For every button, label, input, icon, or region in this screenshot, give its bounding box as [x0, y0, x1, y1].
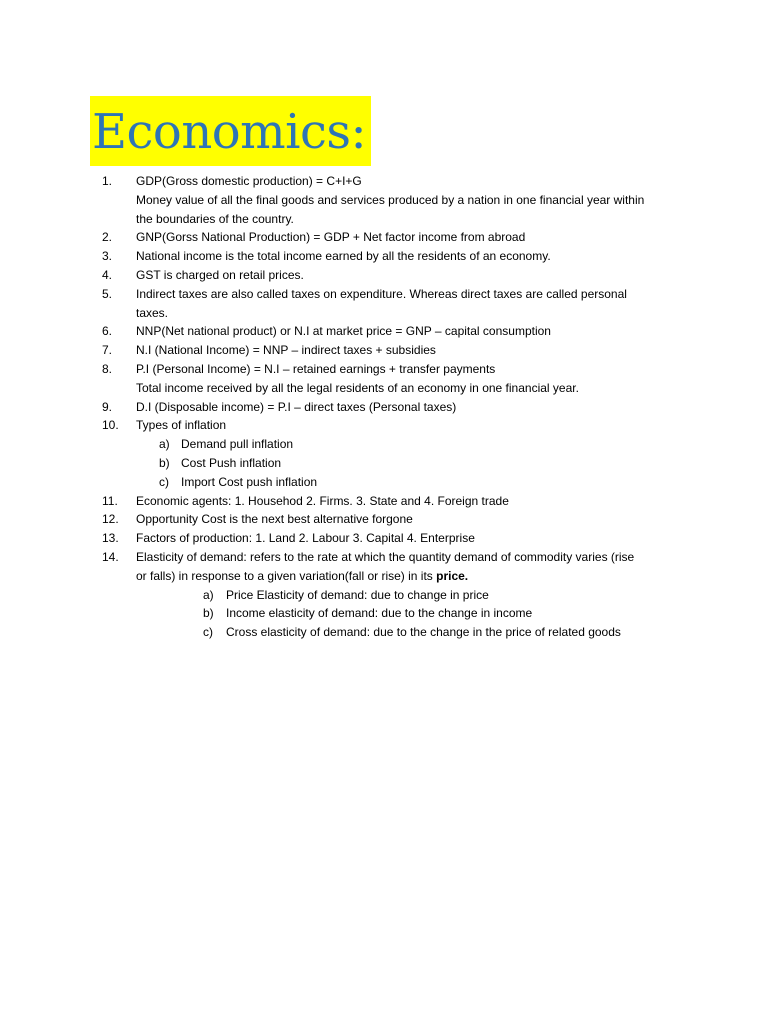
list-text: Money value of all the final goods and services produced by a nation in one financial year within: [136, 192, 645, 207]
list-text: N.I (National Income) = NNP – indirect taxes + subsidies: [136, 343, 436, 358]
list-text: Factors of production: 1. Land 2. Labour 3. Capital 4. Enterprise: [136, 531, 475, 546]
list-item-8: [0, 360, 768, 379]
list-text: Economic agents: 1. Househod 2. Firms. 3. State and 4. Foreign trade: [136, 493, 509, 508]
list-item-5: [0, 285, 768, 304]
list-item-3: [0, 247, 768, 266]
page-title: Economics:: [92, 104, 367, 160]
list-text: Indirect taxes are also called taxes on expenditure. Whereas direct taxes are called personal: [136, 286, 627, 301]
list-number: 9.: [102, 399, 113, 414]
list-number: 3.: [102, 249, 113, 264]
list-number: 11.: [102, 493, 118, 508]
list-number: 14.: [102, 549, 119, 564]
bold-word: price.: [436, 568, 469, 583]
sub-list-text: Import Cost push inflation: [181, 474, 318, 489]
sub-list-text: Cost Push inflation: [181, 455, 282, 470]
list-item-7: [0, 341, 768, 360]
list-text: D.I (Disposable income) = P.I – direct taxes (Personal taxes): [136, 399, 457, 414]
list-item-5-continuation: [0, 304, 768, 323]
sub-list-text: Price Elasticity of demand: due to change in price: [226, 587, 489, 602]
economics-list: [0, 172, 768, 642]
list-number: 12.: [102, 512, 119, 527]
list-text: Types of inflation: [136, 418, 227, 433]
sub-list-letter: a): [203, 587, 214, 602]
list-item-12: [0, 510, 768, 529]
list-text: Elasticity of demand: refers to the rate at which the quantity demand of commodity varies (rise: [136, 549, 635, 564]
list-item-4: [0, 266, 768, 285]
list-item-1: [0, 172, 768, 191]
list-text: the boundaries of the country.: [136, 211, 294, 226]
list-text: NNP(Net national product) or N.I at market price = GNP – capital consumption: [136, 324, 551, 339]
list-text: GDP(Gross domestic production) = C+I+G: [136, 174, 362, 188]
list-item-2: [0, 228, 768, 247]
sub-item-10b: [0, 454, 768, 473]
list-item-9: [0, 398, 768, 417]
list-number: 5.: [102, 286, 113, 301]
sub-list-letter: a): [159, 437, 170, 452]
list-text: National income is the total income earned by all the residents of an economy.: [136, 249, 551, 264]
list-number: 4.: [102, 267, 113, 282]
list-number: 7.: [102, 343, 113, 358]
title-highlight: [90, 96, 371, 166]
sub-item-14b: [0, 604, 768, 623]
list-item-1-continuation: [0, 191, 768, 210]
list-number: 1.: [102, 174, 113, 188]
list-text: taxes.: [136, 305, 169, 320]
sub-list-text: Cross elasticity of demand: due to the change in the price of related goods: [226, 625, 621, 640]
list-number: 13.: [102, 531, 119, 546]
list-item-8-continuation: [0, 379, 768, 398]
list-number: 6.: [102, 324, 113, 339]
sub-list-text: Demand pull inflation: [181, 437, 294, 452]
list-item-1-continuation: [0, 210, 768, 229]
sub-item-10a: [0, 435, 768, 454]
list-text: GST is charged on retail prices.: [136, 267, 304, 282]
sub-list-text: Income elasticity of demand: due to the change in income: [226, 606, 533, 621]
list-text: [136, 567, 468, 586]
list-item-10: [0, 416, 768, 435]
list-number: 8.: [102, 361, 113, 376]
sub-item-14c: [0, 623, 768, 642]
list-item-11: [0, 492, 768, 511]
list-text: Total income received by all the legal residents of an economy in one financial year.: [136, 380, 579, 395]
list-number: 10.: [102, 418, 119, 433]
list-item-14: [0, 548, 768, 567]
sub-list-letter: b): [203, 606, 214, 621]
sub-item-14a: [0, 586, 768, 605]
list-text: Opportunity Cost is the next best alternative forgone: [136, 512, 413, 527]
list-text: P.I (Personal Income) = N.I – retained earnings + transfer payments: [136, 361, 496, 376]
sub-list-letter: c): [159, 474, 169, 489]
sub-list-letter: c): [203, 625, 213, 640]
sub-list-letter: b): [159, 455, 170, 470]
list-text: GNP(Gorss National Production) = GDP + Net factor income from abroad: [136, 230, 526, 245]
list-item-13: [0, 529, 768, 548]
sub-item-10c: [0, 473, 768, 492]
list-text-part: or falls) in response to a given variation(fall or rise) in its: [136, 568, 437, 583]
list-number: 2.: [102, 230, 113, 245]
list-item-6: [0, 322, 768, 341]
list-item-14-continuation: [0, 567, 768, 586]
